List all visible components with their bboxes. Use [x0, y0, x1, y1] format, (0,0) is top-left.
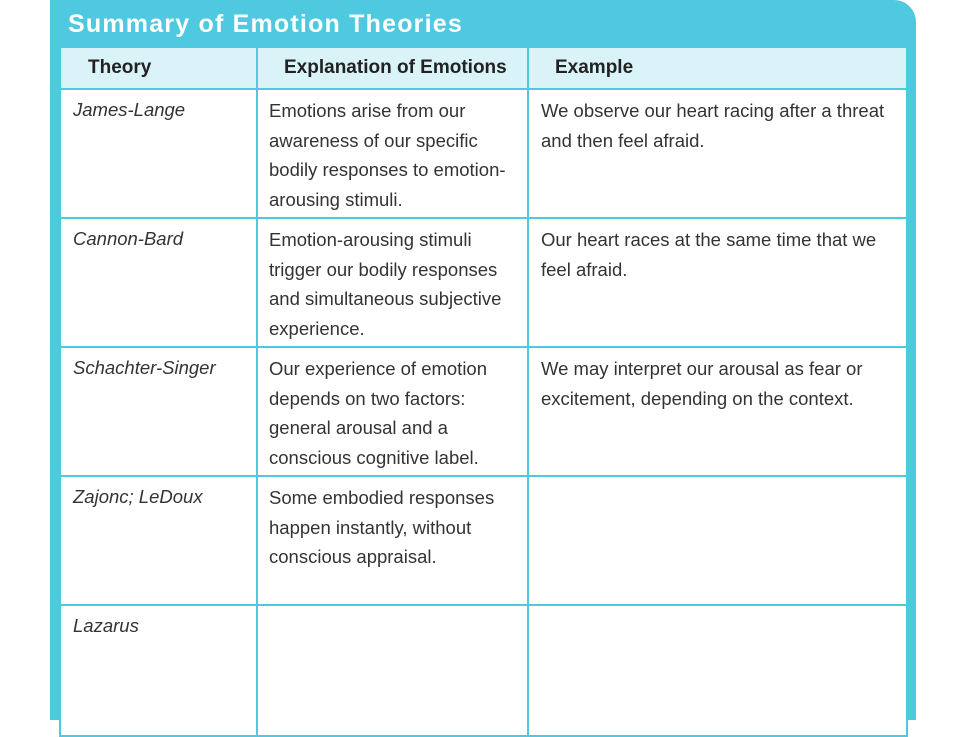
explanation-cell: Emotion-arousing stimuli trigger our bodily responses and simultaneous subjective experience. [257, 218, 528, 347]
example-cell [528, 476, 907, 605]
theory-cell: Schachter-Singer [60, 347, 257, 476]
example-cell: We observe our heart racing after a threat and then feel afraid. [528, 89, 907, 218]
example-cell [528, 605, 907, 736]
explanation-cell: Our experience of emotion depends on two factors: general arousal and a conscious cognitive label. [257, 347, 528, 476]
theory-cell: Lazarus [60, 605, 257, 736]
header-theory: Theory [60, 47, 257, 89]
table-row [60, 605, 907, 736]
table-row [60, 218, 907, 347]
emotion-theories-table [59, 46, 908, 737]
example-cell: Our heart races at the same time that we feel afraid. [528, 218, 907, 347]
theory-cell: James-Lange [60, 89, 257, 218]
table-row [60, 89, 907, 218]
page-title: Summary of Emotion Theories [68, 10, 463, 38]
explanation-cell: Emotions arise from our awareness of our specific bodily responses to emotion-arousing stimuli. [257, 89, 528, 218]
table-row [60, 476, 907, 605]
header-explanation: Explanation of Emotions [257, 47, 528, 89]
theory-cell: Zajonc; LeDoux [60, 476, 257, 605]
explanation-cell: Some embodied responses happen instantly, without conscious appraisal. [257, 476, 528, 605]
table-header-row [60, 47, 907, 89]
theory-cell: Cannon-Bard [60, 218, 257, 347]
header-example: Example [528, 47, 907, 89]
table-row [60, 347, 907, 476]
example-cell: We may interpret our arousal as fear or excitement, depending on the context. [528, 347, 907, 476]
explanation-cell [257, 605, 528, 736]
